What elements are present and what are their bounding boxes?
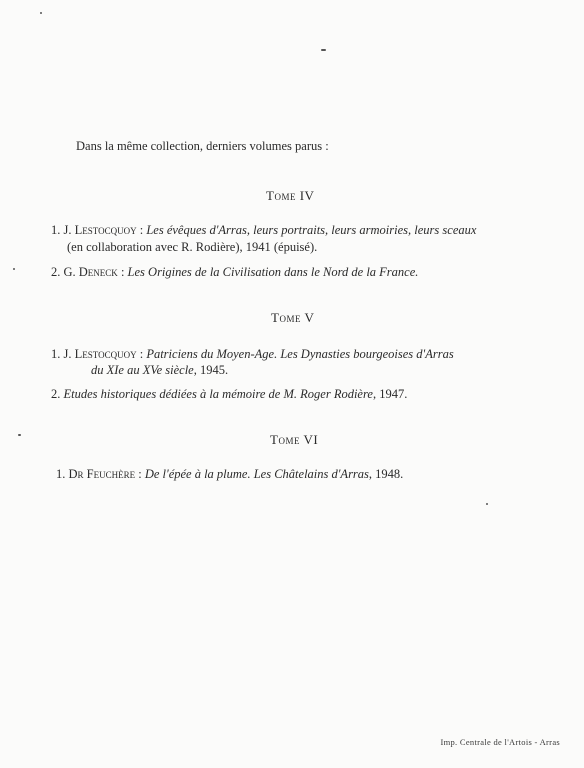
intro-text: Dans la même collection, derniers volumes parus : bbox=[76, 139, 329, 153]
ink-speck bbox=[40, 12, 42, 14]
printer-imprint: Imp. Centrale de l'Artois - Arras bbox=[440, 737, 560, 747]
ink-speck bbox=[18, 434, 21, 436]
entry-number: 1. bbox=[51, 347, 61, 361]
entry-line2-rest: , 1945. bbox=[193, 363, 229, 377]
entry-separator: : bbox=[117, 265, 128, 279]
list-item-continuation bbox=[91, 361, 228, 379]
entry-author: J. Lestocquoy bbox=[63, 347, 137, 361]
entry-title: Les évêques d'Arras, leurs portraits, leurs armoiries, leurs sceaux bbox=[146, 223, 477, 237]
entry-number: 2. bbox=[51, 387, 61, 401]
entry-rest: , 1947. bbox=[372, 387, 408, 401]
list-item bbox=[51, 263, 418, 281]
list-item bbox=[51, 385, 407, 403]
entry-title: Etudes historiques dédiées à la mémoire de M. Roger Rodière bbox=[63, 387, 373, 401]
ink-speck bbox=[321, 49, 326, 51]
tome-heading-label: Tome V bbox=[271, 310, 315, 325]
tome-heading bbox=[266, 188, 314, 204]
list-item bbox=[56, 465, 403, 483]
entry-title: Patriciens du Moyen-Age. Les Dynasties bourgeoises d'Arras bbox=[146, 347, 454, 361]
tome-heading bbox=[270, 432, 318, 448]
entry-number: 1. bbox=[51, 223, 61, 237]
tome-heading-label: Tome VI bbox=[270, 432, 319, 447]
entry-rest: , 1948. bbox=[368, 467, 404, 481]
entry-number: 2. bbox=[51, 265, 61, 279]
entry-line2: (en collaboration avec R. Rodière), 1941 (épuisé). bbox=[67, 240, 318, 254]
entry-author: J. Lestocquoy bbox=[63, 223, 137, 237]
entry-author: Dr Feuchère bbox=[68, 467, 136, 481]
entry-separator: : bbox=[136, 347, 147, 361]
entry-separator: : bbox=[135, 467, 145, 481]
entry-title: Les Origines de la Civilisation dans le Nord de la France. bbox=[127, 265, 419, 279]
entry-line2-title: du XIe au XVe siècle bbox=[91, 363, 194, 377]
list-item bbox=[51, 221, 476, 239]
entry-number: 1. bbox=[56, 467, 66, 481]
entry-title: De l'épée à la plume. Les Châtelains d'Arras bbox=[144, 467, 369, 481]
ink-speck bbox=[13, 268, 15, 270]
entry-separator: : bbox=[136, 223, 147, 237]
ink-speck bbox=[486, 503, 488, 505]
tome-heading bbox=[271, 310, 314, 326]
list-item-continuation bbox=[67, 238, 317, 256]
entry-author: G. Deneck bbox=[63, 265, 118, 279]
tome-heading-label: Tome IV bbox=[266, 188, 315, 203]
